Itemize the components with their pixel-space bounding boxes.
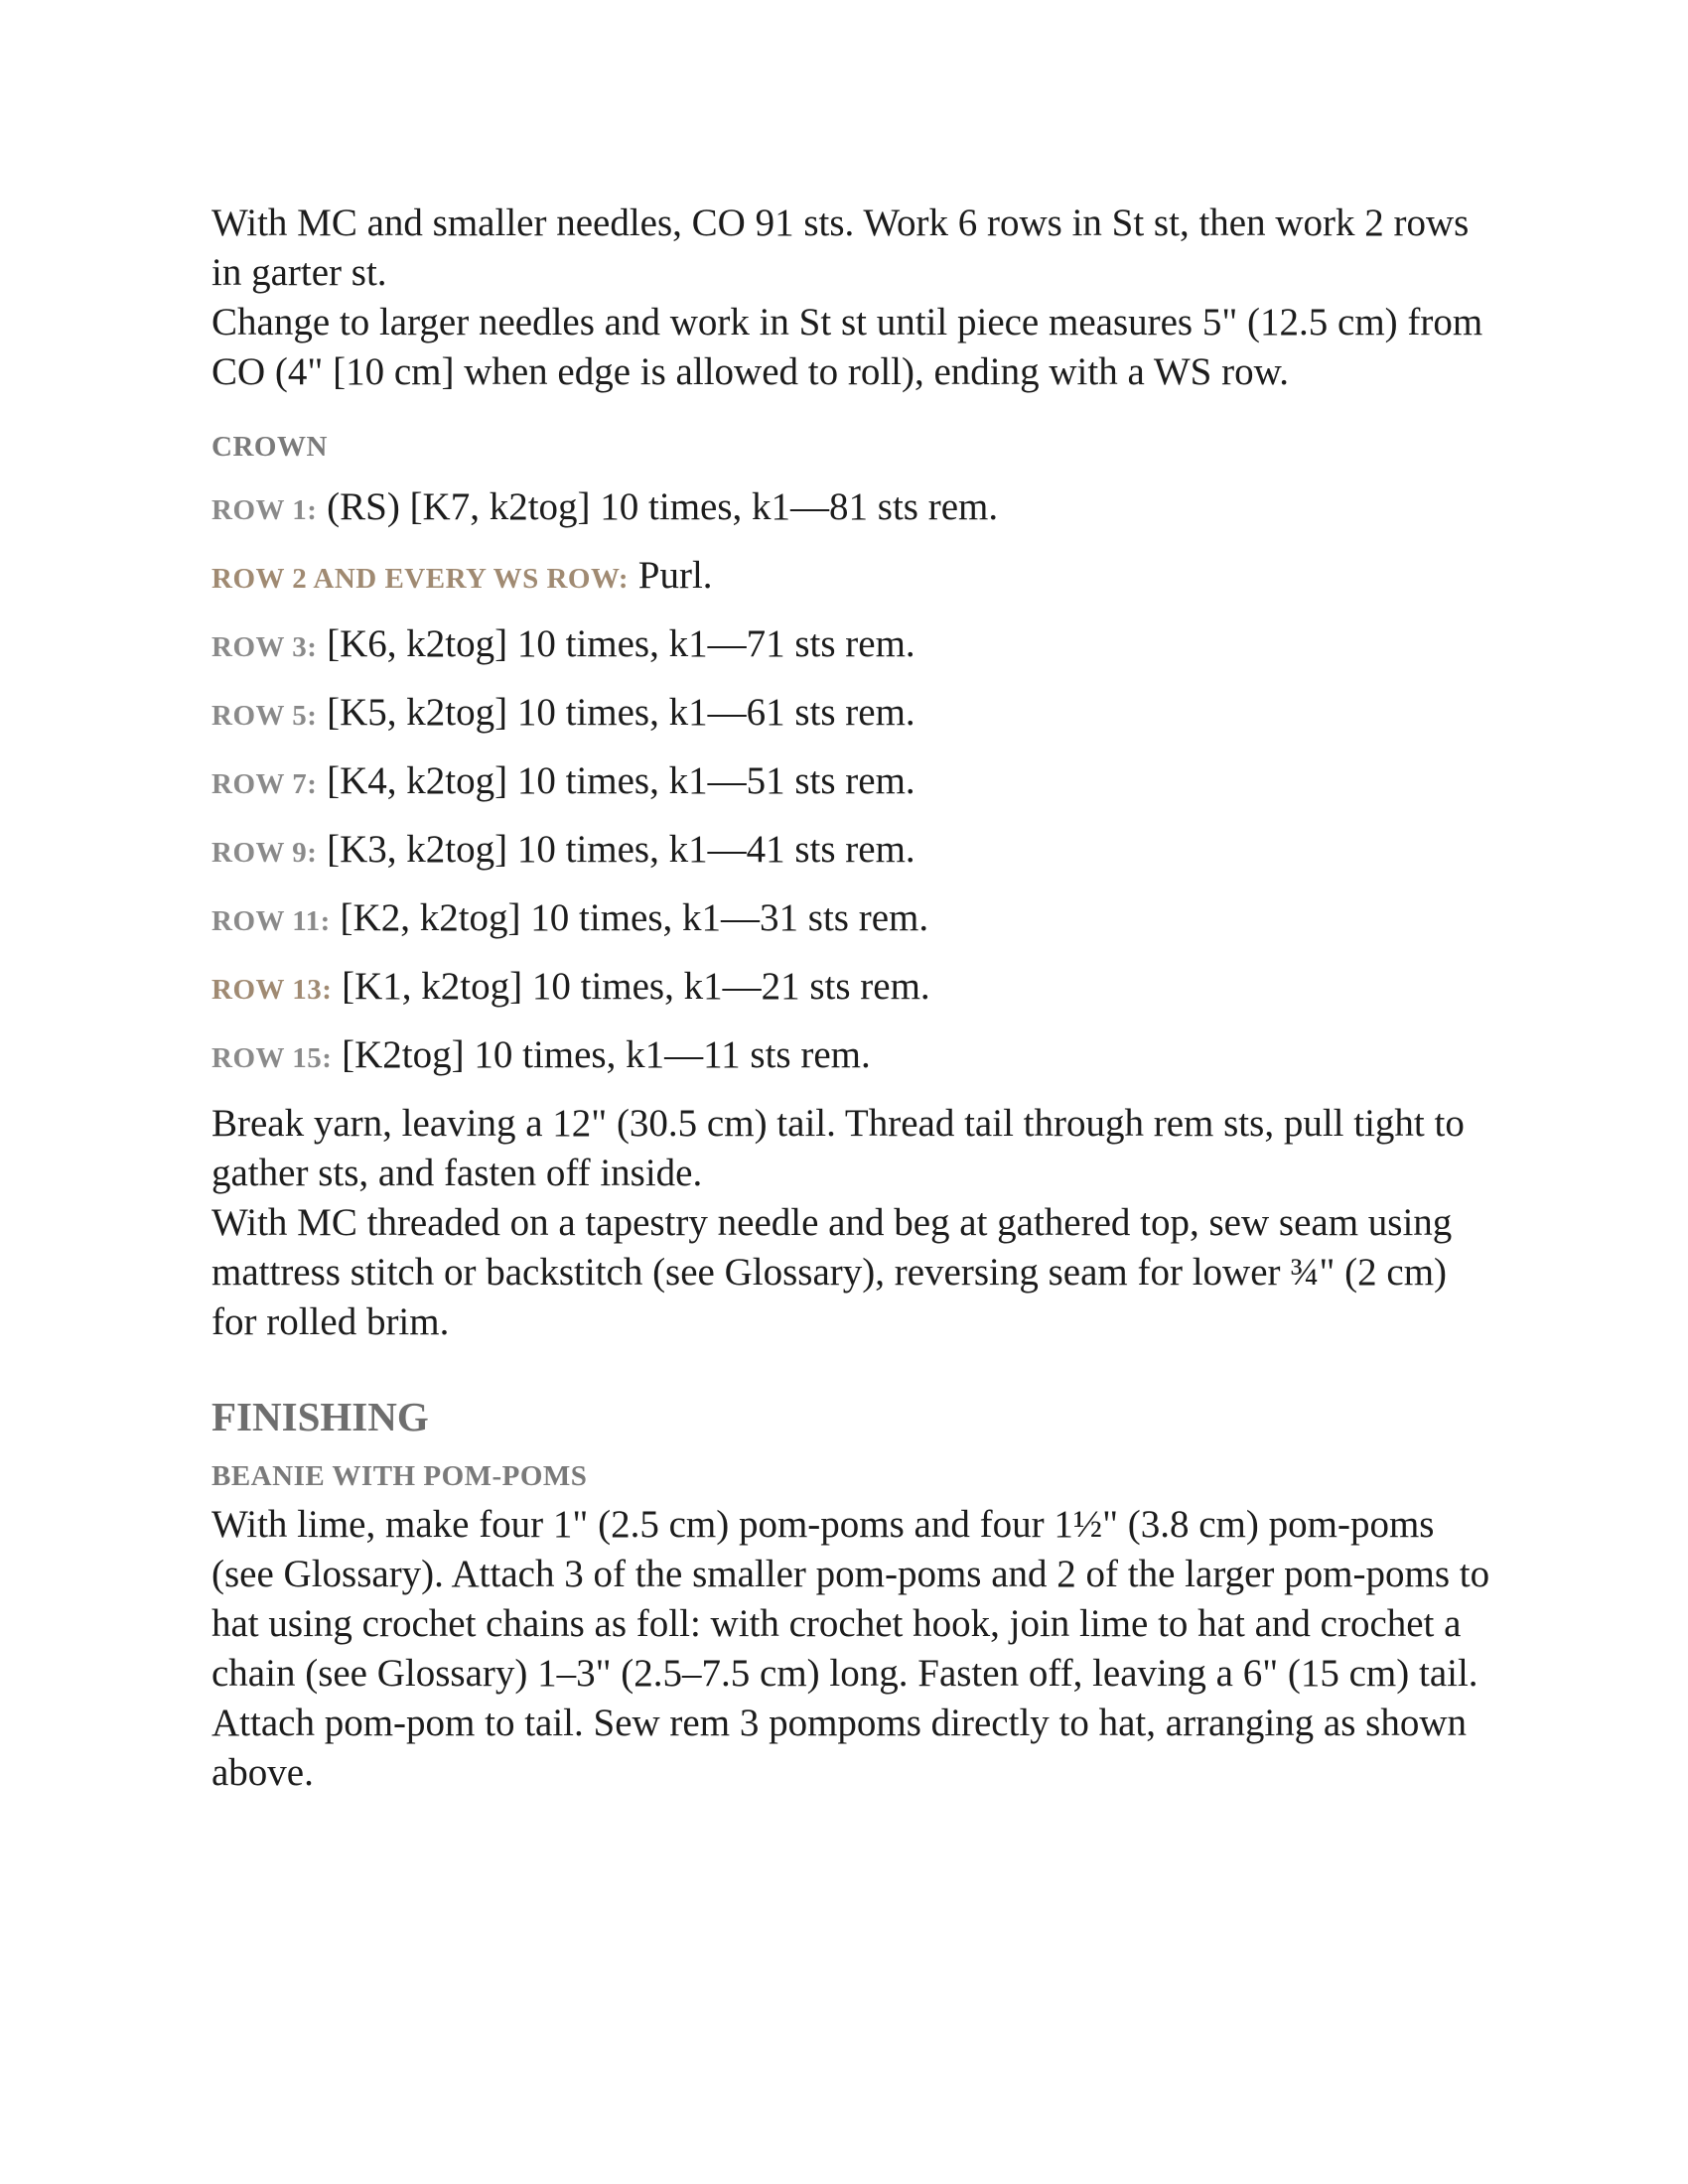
row-instruction: Purl.: [629, 554, 713, 597]
intro-paragraph-1: With MC and smaller needles, CO 91 sts. Work 6 rows in St st, then work 2 rows in garter st.: [211, 202, 1470, 294]
row-label: ROW 13:: [211, 974, 333, 1006]
row-instruction: [K3, k2tog] 10 times, k1—41 sts rem.: [317, 828, 915, 871]
crown-row: [211, 482, 1492, 535]
row-instruction: [K5, k2tog] 10 times, k1—61 sts rem.: [317, 691, 915, 734]
crown-row: [211, 551, 1492, 604]
row-label: ROW 9:: [211, 837, 318, 869]
row-instruction: [K6, k2tog] 10 times, k1—71 sts rem.: [317, 622, 915, 665]
row-instruction: [K2tog] 10 times, k1—11 sts rem.: [332, 1033, 871, 1076]
row-instruction: [K4, k2tog] 10 times, k1—51 sts rem.: [317, 759, 915, 802]
crown-row: [211, 756, 1492, 809]
crown-paragraph-1: Break yarn, leaving a 12" (30.5 cm) tail. Thread tail through rem sts, pull tight to gather sts, and fasten off inside.: [211, 1102, 1465, 1194]
crown-row: [211, 619, 1492, 672]
row-label: ROW 7:: [211, 768, 318, 800]
crown-heading: CROWN: [211, 431, 328, 463]
row-instruction: [K2, k2tog] 10 times, k1—31 sts rem.: [330, 896, 929, 939]
finishing-heading: FINISHING: [211, 1394, 429, 1439]
row-label: ROW 5:: [211, 700, 318, 732]
row-instruction: [K1, k2tog] 10 times, k1—21 sts rem.: [332, 965, 930, 1008]
row-label: ROW 11:: [211, 905, 331, 937]
crown-row: [211, 825, 1492, 878]
row-label: ROW 15:: [211, 1042, 333, 1074]
row-instruction: (RS) [K7, k2tog] 10 times, k1—81 sts rem.: [317, 485, 999, 528]
row-label: ROW 3:: [211, 631, 318, 663]
row-label: ROW 2 AND EVERY WS ROW:: [211, 563, 630, 595]
document-page: [211, 199, 1492, 1798]
beanie-subheading: BEANIE WITH POM-POMS: [211, 1460, 588, 1492]
intro-paragraph-2: Change to larger needles and work in St st until piece measures 5" (12.5 cm) from CO (4" [10 cm] when edge is allowed to roll), ending with a WS row.: [211, 301, 1483, 393]
crown-paragraph-2: With MC threaded on a tapestry needle and beg at gathered top, sew seam using mattress stitch or backstitch (see Glossary), reversing seam for lower ¾" (2 cm) for rolled brim.: [211, 1201, 1453, 1343]
crown-row: [211, 1030, 1492, 1083]
crown-row: [211, 688, 1492, 741]
row-label: ROW 1:: [211, 494, 318, 526]
crown-row: [211, 893, 1492, 946]
crown-row: [211, 962, 1492, 1015]
finishing-paragraph: With lime, make four 1" (2.5 cm) pom-poms and four 1½" (3.8 cm) pom-poms (see Glossary). Attach 3 of the smaller pom-poms and 2 of the larger pom-poms to hat using crochet chains as foll: with crochet hook, join lime to hat and crochet a chain (see Glossary) 1–3" (2.5–7.5 cm) long. Fasten off, leaving a 6" (15 cm) tail. Attach pom-pom to tail. Sew rem 3 pompoms directly to hat, arranging as shown above.: [211, 1503, 1490, 1794]
